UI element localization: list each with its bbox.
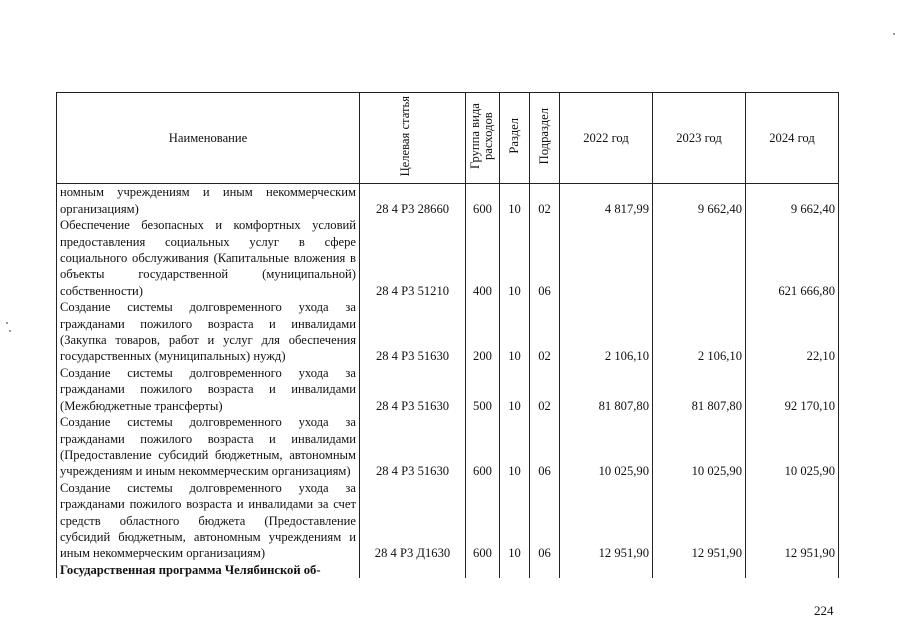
row-name: Создание системы долговременного ухода за гражданами пожилого возраста и инвалидами за счет средств областного бюджета (Предоставление субсидий бюджетным, автономным учреждениям и иным некоммерческим организациям): [57, 480, 360, 562]
header-section: [500, 93, 530, 184]
row-group: 600: [466, 184, 500, 217]
row-subsection: 02: [530, 184, 560, 217]
budget-table: [56, 92, 839, 578]
table-row: [57, 217, 839, 299]
row-section: 10: [500, 480, 530, 562]
row-section: [500, 562, 530, 578]
header-group-label: Группа вида расходов: [467, 103, 495, 169]
header-subsection: [530, 93, 560, 184]
header-group: [466, 93, 500, 184]
table-row: [57, 184, 839, 217]
row-group: 400: [466, 217, 500, 299]
header-subsection-label: Подраздел: [537, 107, 551, 165]
row-target: 28 4 Р3 Д1630: [360, 480, 466, 562]
row-name: Государственная программа Челябинской об-: [57, 562, 360, 578]
row-target: 28 4 Р3 51630: [360, 299, 466, 365]
row-name: номным учреждениям и иным некоммерческим организациям): [57, 184, 360, 217]
row-2023: 10 025,90: [653, 414, 746, 480]
row-target: 28 4 Р3 51630: [360, 365, 466, 414]
table-row: [57, 480, 839, 562]
row-target: [360, 562, 466, 578]
row-2023: 2 106,10: [653, 299, 746, 365]
row-section: 10: [500, 184, 530, 217]
row-2024: 22,10: [746, 299, 839, 365]
row-2022: 2 106,10: [560, 299, 653, 365]
scan-speck: [9, 330, 11, 332]
row-name: Обеспечение безопасных и комфортных условий предоставления социальных услуг в сфере социального обслуживания (Капитальные вложения в объекты государственной (муниципальной) собственности): [57, 217, 360, 299]
row-name: Создание системы долговременного ухода за гражданами пожилого возраста и инвалидами (Закупка товаров, работ и услуг для обеспечения государственных (муниципальных) нужд): [57, 299, 360, 365]
page-number: 224: [814, 603, 834, 618]
row-2024: 12 951,90: [746, 480, 839, 562]
row-target: 28 4 Р3 51630: [360, 414, 466, 480]
row-2022: [560, 217, 653, 299]
table-row: [57, 299, 839, 365]
row-2022: 10 025,90: [560, 414, 653, 480]
row-2023: 81 807,80: [653, 365, 746, 414]
row-subsection: 06: [530, 414, 560, 480]
header-target-label: Целевая статья: [397, 95, 412, 177]
row-2024: 10 025,90: [746, 414, 839, 480]
scan-speck: [6, 322, 8, 324]
header-2023: 2023 год: [653, 93, 746, 184]
table-row: [57, 414, 839, 480]
row-group: 500: [466, 365, 500, 414]
row-section: 10: [500, 217, 530, 299]
row-2022: 4 817,99: [560, 184, 653, 217]
row-subsection: 06: [530, 217, 560, 299]
table-row: [57, 562, 839, 578]
row-name: Создание системы долговременного ухода за гражданами пожилого возраста и инвалидами (Предоставление субсидий бюджетным, автономным учреждениям и иным некоммерческим организациям): [57, 414, 360, 480]
header-row: [57, 93, 839, 184]
row-2024: 92 170,10: [746, 365, 839, 414]
row-group: 600: [466, 480, 500, 562]
row-section: 10: [500, 299, 530, 365]
row-subsection: 02: [530, 365, 560, 414]
row-2023: 12 951,90: [653, 480, 746, 562]
row-2023: [653, 217, 746, 299]
row-section: 10: [500, 414, 530, 480]
row-2023: 9 662,40: [653, 184, 746, 217]
row-2022: 12 951,90: [560, 480, 653, 562]
header-2022: 2022 год: [560, 93, 653, 184]
row-section: 10: [500, 365, 530, 414]
row-2022: [560, 562, 653, 578]
row-name: Создание системы долговременного ухода за гражданами пожилого возраста и инвалидами (Межбюджетные трансферты): [57, 365, 360, 414]
table-row: [57, 365, 839, 414]
row-group: 200: [466, 299, 500, 365]
row-subsection: 06: [530, 480, 560, 562]
row-target: 28 4 Р3 51210: [360, 217, 466, 299]
row-2024: 621 666,80: [746, 217, 839, 299]
row-2023: [653, 562, 746, 578]
row-group: 600: [466, 414, 500, 480]
row-2024: 9 662,40: [746, 184, 839, 217]
header-target: [360, 93, 466, 184]
row-2024: [746, 562, 839, 578]
header-name: Наименование: [57, 93, 360, 184]
scan-speck: [893, 33, 895, 35]
row-target: 28 4 Р3 28660: [360, 184, 466, 217]
header-2024: 2024 год: [746, 93, 839, 184]
row-2022: 81 807,80: [560, 365, 653, 414]
row-subsection: 02: [530, 299, 560, 365]
header-section-label: Раздел: [507, 118, 521, 154]
row-subsection: [530, 562, 560, 578]
row-group: [466, 562, 500, 578]
